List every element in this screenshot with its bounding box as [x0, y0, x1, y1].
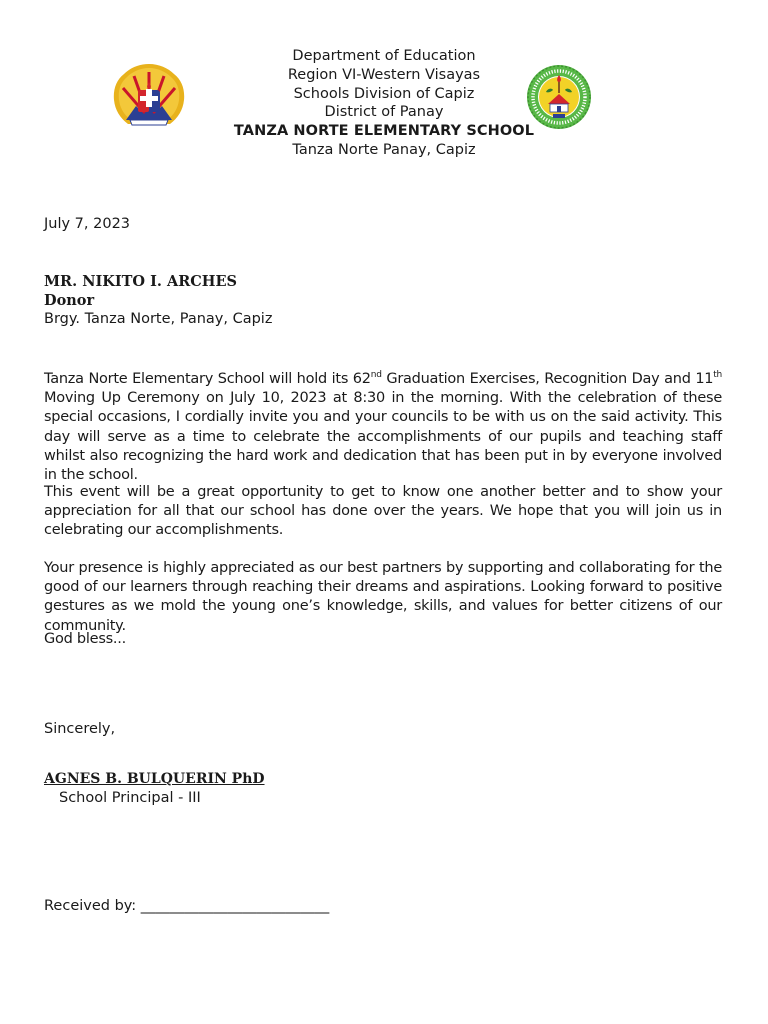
paragraph-opportunity: This event will be a great opportunity to get to know one another better and to show your appreciation for all that our school has done over the years. We hope that you will join us in celebrating our accomplishments.: [44, 484, 722, 539]
closing-salutation: Sincerely,: [44, 721, 116, 737]
paragraph-appreciation: Your presence is highly appreciated as our best partners by supporting and collaborating for the good of our learners through reaching their dreams and aspirations. Looking forward to positive gestures as we mold the young one’s knowledge, skills, and values for better citizens of our community.: [44, 560, 722, 634]
signatory-title: School Principal - III: [59, 790, 201, 806]
ordinal-suffix-th: th: [713, 370, 722, 381]
header-district: District of Panay: [324, 104, 444, 121]
recipient-role: Donor: [44, 292, 95, 309]
header-region: Region VI-Western Visayas: [287, 66, 481, 83]
letterhead: [200, 47, 568, 160]
header-division: Schools Division of Capiz: [293, 85, 475, 102]
school-seal-icon: [526, 64, 592, 130]
received-by-line: Received by: __________________________: [44, 898, 330, 914]
paragraph-invitation-part-c: Moving Up Ceremony on July 10, 2023 at 8:30 in the morning. With the celebration of these special occasions, I cordially invite you and your councils to be with us on the said activity. This day will serve as a time to celebrate the accomplishments of our pupils and teaching staff whilst also recognizing the hard work and dedication that has been put in by everyone involved in the school.: [44, 390, 722, 484]
header-school-name: TANZA NORTE ELEMENTARY SCHOOL: [233, 123, 535, 140]
recipient-block: [44, 272, 272, 329]
header-address: Tanza Norte Panay, Capiz: [292, 141, 476, 158]
signatory-block: [44, 770, 265, 808]
recipient-address: Brgy. Tanza Norte, Panay, Capiz: [44, 311, 273, 327]
letter-date: July 7, 2023: [44, 216, 131, 232]
ordinal-suffix-nd: nd: [370, 370, 382, 381]
paragraph-blessing: God bless...: [44, 631, 127, 647]
paragraph-invitation: [44, 370, 722, 485]
paragraph-invitation-part-a: Tanza Norte Elementary School will hold its 62: [44, 371, 371, 387]
header-department: Department of Education: [292, 48, 476, 64]
signatory-name: AGNES B. BULQUERIN PhD: [44, 771, 265, 787]
recipient-name: MR. NIKITO I. ARCHES: [44, 273, 238, 290]
paragraph-invitation-part-b: Graduation Exercises, Recognition Day and 11: [381, 371, 714, 387]
deped-seal-icon: [112, 62, 186, 128]
